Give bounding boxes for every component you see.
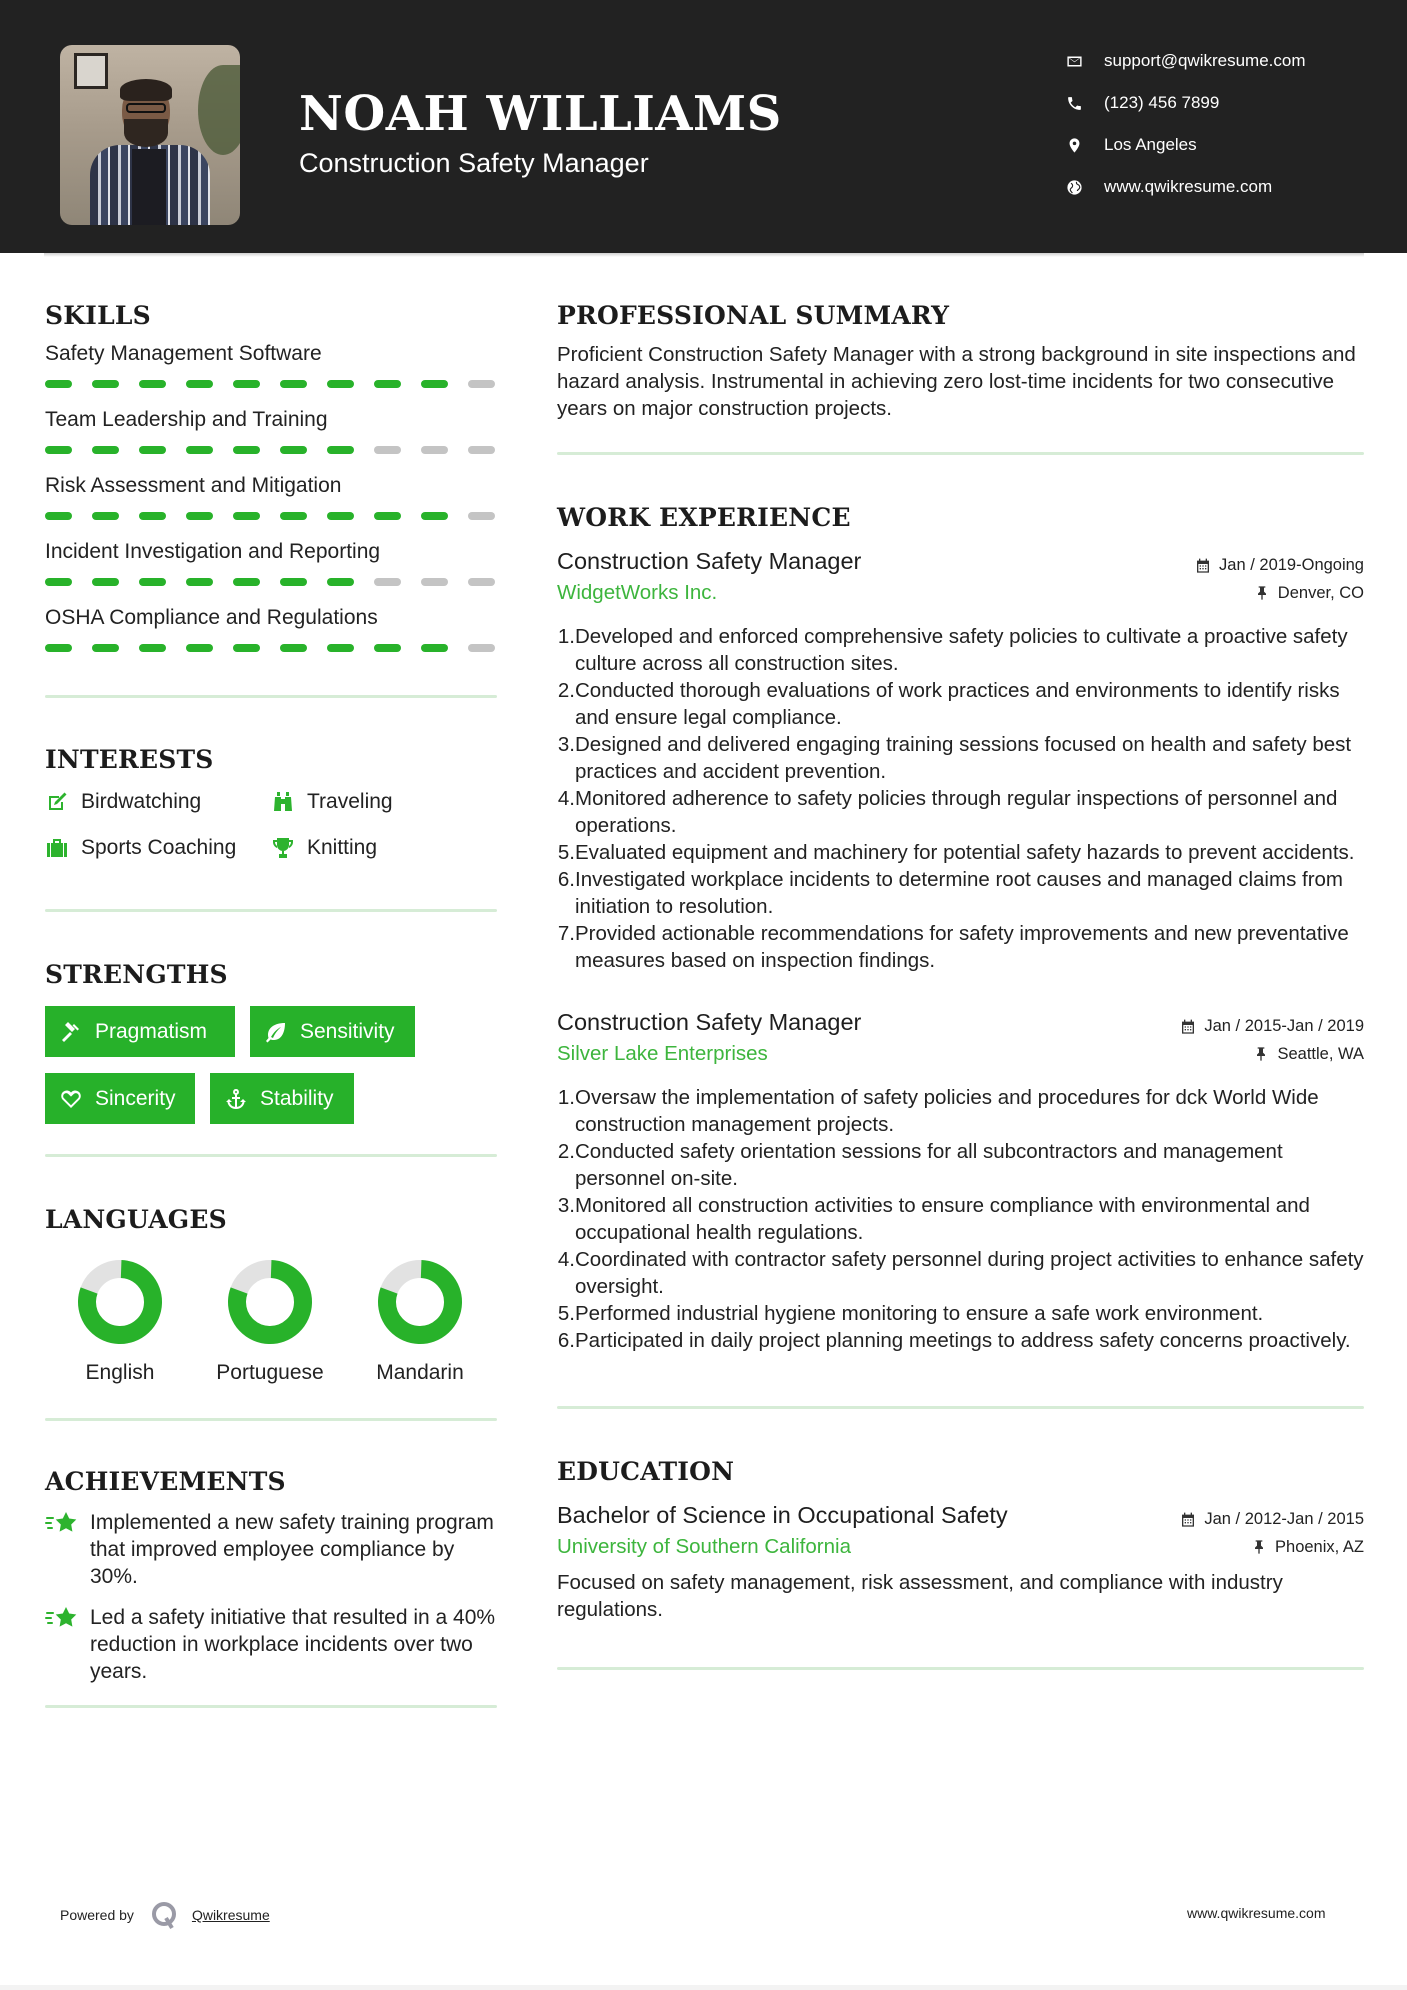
calendar-icon: [1180, 1019, 1196, 1035]
leaf-icon: [264, 1020, 288, 1044]
bullet-item: 3. Monitored all construction activities to ensure compliance with environmental and occupational health regulations.: [557, 1194, 1310, 1244]
interest-item: [271, 831, 491, 865]
job-entry: [557, 539, 1364, 974]
education-dates: [1180, 1510, 1364, 1529]
envelope-icon: [1064, 51, 1084, 71]
strength-badge: [210, 1073, 354, 1124]
section-divider: [45, 1705, 497, 1708]
language-item: [345, 1259, 495, 1386]
bullet-item: 6. Participated in daily project planning meetings to address safety concerns proactively.: [557, 1329, 1351, 1352]
qwikresume-link[interactable]: Qwikresume: [191, 1907, 270, 1923]
bullet-item: 3. Designed and delivered engaging training sessions focused on health and safety best practices and accident prevention.: [557, 733, 1352, 783]
header-divider: [44, 253, 1364, 257]
resume-header: [0, 0, 1407, 253]
trophy-icon: [271, 836, 295, 860]
education-location-text: Phoenix, AZ: [1275, 1537, 1364, 1556]
skill-rating: [45, 567, 497, 601]
binoculars-icon: [271, 790, 295, 814]
degree-name: Bachelor of Science in Occupational Safety: [557, 1502, 1008, 1528]
job-header: [557, 539, 1364, 575]
job-header: [557, 1000, 1364, 1036]
language-item: [195, 1259, 345, 1386]
contact-location: [1064, 124, 1306, 166]
strength-label: Sincerity: [95, 1086, 176, 1110]
section-divider: [557, 1406, 1364, 1409]
education-dates-text: Jan / 2012-Jan / 2015: [1204, 1510, 1364, 1528]
job-location-text: Denver, CO: [1277, 583, 1364, 602]
skill-rating: [45, 501, 497, 535]
strength-label: Sensitivity: [300, 1019, 395, 1043]
education-description: Focused on safety management, risk assessment, and compliance with industry regulations.: [557, 1571, 1283, 1621]
language-donut: [227, 1259, 313, 1345]
language-name: Portuguese: [216, 1361, 324, 1384]
left-column: [45, 295, 497, 1708]
company-name: Silver Lake Enterprises: [557, 1042, 768, 1065]
section-divider: [45, 909, 497, 912]
job-subheader: [557, 575, 1364, 611]
job-entry: [557, 1000, 1364, 1354]
languages-title: LANGUAGES: [45, 1205, 227, 1234]
skill-name: Safety Management Software: [45, 342, 322, 365]
skill-item: [45, 603, 497, 667]
skill-item: [45, 339, 497, 403]
skill-rating: [45, 633, 497, 667]
language-name: English: [85, 1361, 155, 1384]
skill-name: Team Leadership and Training: [45, 408, 328, 431]
pushpin-icon: [1251, 1539, 1267, 1555]
bullet-item: 2. Conducted safety orientation sessions for all subcontractors and management personnel on-site.: [557, 1140, 1283, 1190]
bullet-item: 2. Conducted thorough evaluations of work practices and environments to identify risks and ensure legal compliance.: [557, 679, 1340, 729]
skill-name: Incident Investigation and Reporting: [45, 540, 381, 563]
candidate-name: NOAH WILLIAMS: [299, 86, 782, 142]
powered-by-label: Powered by: [60, 1907, 134, 1923]
contact-website[interactable]: [1064, 166, 1306, 208]
experience-section: [557, 497, 1364, 1409]
photo-glasses: [126, 103, 166, 113]
achievement-text: Implemented a new safety training program that improved employee compliance by 30%.: [90, 1511, 494, 1588]
bullet-item: 4. Monitored adherence to safety policies through regular inspections of personnel and operations.: [557, 787, 1338, 837]
photo-beard: [124, 119, 168, 147]
briefcase-icon: [45, 836, 69, 860]
language-name: Mandarin: [376, 1361, 464, 1384]
summary-title: PROFESSIONAL SUMMARY: [557, 301, 950, 330]
interests-list: [45, 785, 497, 865]
phone-icon: [1064, 93, 1084, 113]
skill-item: [45, 537, 497, 601]
summary-text: Proficient Construction Safety Manager with a strong background in site inspections and hazard analysis. Instrumental in achieving zero lost-time incidents for two consecutive years on major construction projects.: [557, 343, 1356, 420]
education-header: [557, 1493, 1364, 1529]
bullet-item: 1. Developed and enforced comprehensive safety policies to cultivate a proactive safety culture across all construction sites.: [557, 625, 1348, 675]
contact-phone-text[interactable]: (123) 456 7899: [1104, 93, 1220, 112]
edit-icon: [45, 790, 69, 814]
photo-wall-frame: [74, 53, 108, 89]
summary-section: [557, 295, 1364, 455]
pushpin-icon: [1253, 1046, 1269, 1062]
education-title: EDUCATION: [557, 1457, 735, 1486]
anchor-icon: [224, 1087, 248, 1111]
contact-website-text[interactable]: www.qwikresume.com: [1104, 177, 1273, 196]
achievement-item: [45, 1604, 497, 1685]
interest-label: Birdwatching: [81, 790, 202, 813]
right-column: [557, 295, 1364, 1670]
job-subheader: [557, 1036, 1364, 1072]
interest-label: Knitting: [307, 836, 378, 859]
contact-email[interactable]: [1064, 40, 1306, 82]
job-dates-text: Jan / 2015-Jan / 2019: [1204, 1017, 1364, 1035]
contact-email-text[interactable]: support@qwikresume.com: [1104, 51, 1306, 70]
section-divider: [45, 1418, 497, 1421]
bullet-item: 1. Oversaw the implementation of safety policies and procedures for dck World Wide construction management projects.: [557, 1086, 1319, 1136]
job-dates: [1180, 1017, 1364, 1036]
language-donut: [77, 1259, 163, 1345]
job-location: [1253, 1045, 1364, 1064]
qwikresume-logo-icon: [150, 1900, 180, 1930]
languages-section: [45, 1199, 497, 1421]
page-bottom-edge: [0, 1985, 1407, 1990]
section-divider: [45, 695, 497, 698]
strength-badge: [45, 1006, 235, 1057]
strength-badge: [45, 1073, 195, 1124]
achievements-title: ACHIEVEMENTS: [45, 1467, 286, 1496]
job-dates-text: Jan / 2019-Ongoing: [1219, 556, 1364, 574]
achievement-item: [45, 1509, 497, 1590]
interest-item: [45, 831, 271, 865]
skill-name: Risk Assessment and Mitigation: [45, 474, 342, 497]
strength-label: Pragmatism: [95, 1019, 208, 1043]
strengths-list: [45, 1006, 497, 1124]
job-role: Construction Safety Manager: [557, 548, 862, 574]
job-bullets: [557, 1084, 1364, 1354]
job-role: Construction Safety Manager: [557, 1009, 862, 1035]
bullet-item: 6. Investigated workplace incidents to determine root causes and managed claims from initiation to resolution.: [557, 868, 1344, 918]
contact-location-text: Los Angeles: [1104, 135, 1197, 154]
education-section: [557, 1451, 1364, 1670]
strength-label: Stability: [260, 1086, 334, 1110]
company-name: WidgetWorks Inc.: [557, 581, 718, 604]
photo-tshirt: [132, 149, 166, 225]
bullet-item: 7. Provided actionable recommendations for safety improvements and new preventative measures based on inspection findings.: [557, 922, 1349, 972]
section-divider: [45, 1154, 497, 1157]
school-name: University of Southern California: [557, 1535, 851, 1558]
interest-label: Sports Coaching: [81, 836, 237, 859]
education-subheader: [557, 1529, 1364, 1565]
skill-rating: [45, 369, 497, 403]
language-item: [45, 1259, 195, 1386]
interest-item: [45, 785, 271, 819]
experience-title: WORK EXPERIENCE: [557, 503, 851, 532]
bullet-item: 5. Performed industrial hygiene monitoring to ensure a safe work environment.: [557, 1302, 1264, 1325]
globe-icon: [1064, 177, 1084, 197]
education-location: [1251, 1538, 1364, 1557]
strength-badge: [250, 1006, 415, 1057]
skills-section: [45, 295, 497, 698]
candidate-title: Construction Safety Manager: [299, 148, 649, 178]
star-icon: [45, 1509, 80, 1539]
skill-rating: [45, 435, 497, 469]
section-divider: [557, 1667, 1364, 1670]
pushpin-icon: [1254, 585, 1270, 601]
footer-powered-by: [60, 1900, 270, 1930]
contact-list: [1064, 40, 1306, 208]
strengths-section: [45, 954, 497, 1157]
skill-item: [45, 405, 497, 469]
interests-title: INTERESTS: [45, 745, 214, 774]
job-dates: [1195, 556, 1364, 575]
photo-plant: [198, 65, 240, 155]
interest-label: Traveling: [307, 790, 393, 813]
map-marker-icon: [1064, 135, 1084, 155]
job-location: [1254, 584, 1364, 603]
footer-website-link[interactable]: www.qwikresume.com: [1187, 1905, 1326, 1921]
interest-item: [271, 785, 491, 819]
job-location-text: Seattle, WA: [1277, 1044, 1364, 1063]
photo-hair: [120, 79, 172, 101]
contact-phone[interactable]: [1064, 82, 1306, 124]
gavel-icon: [59, 1020, 83, 1044]
star-icon: [45, 1604, 80, 1634]
calendar-icon: [1180, 1512, 1196, 1528]
skill-name: OSHA Compliance and Regulations: [45, 606, 378, 629]
calendar-icon: [1195, 558, 1211, 574]
skills-title: SKILLS: [45, 301, 151, 330]
achievements-section: [45, 1461, 497, 1708]
skill-item: [45, 471, 497, 535]
bullet-item: 4. Coordinated with contractor safety personnel during project activities to enhance safety oversight.: [557, 1248, 1364, 1298]
achievement-text: Led a safety initiative that resulted in a 40% reduction in workplace incidents over two years.: [90, 1606, 496, 1683]
language-donut: [377, 1259, 463, 1345]
job-bullets: [557, 623, 1364, 974]
interests-section: [45, 739, 497, 912]
heart-icon: [59, 1087, 83, 1111]
bullet-item: 5. Evaluated equipment and machinery for potential safety hazards to prevent accidents.: [557, 841, 1355, 864]
profile-photo: [60, 45, 240, 225]
strengths-title: STRENGTHS: [45, 960, 228, 989]
section-divider: [557, 452, 1364, 455]
languages-list: [45, 1259, 497, 1386]
